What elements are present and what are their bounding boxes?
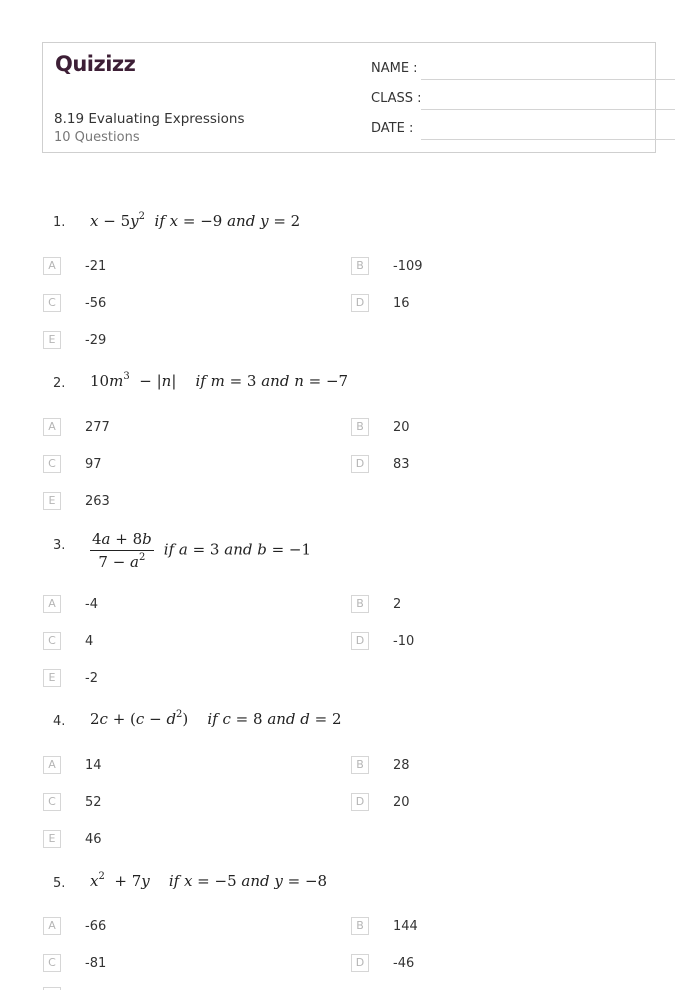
option-letter[interactable]: B: [351, 418, 369, 436]
name-label: NAME :: [371, 61, 418, 76]
option-value[interactable]: -81: [85, 956, 107, 971]
quizizz-logo: Quizizz: [55, 52, 136, 76]
option-value[interactable]: -21: [85, 259, 107, 274]
class-label: CLASS :: [371, 91, 422, 106]
option-letter[interactable]: C: [43, 793, 61, 811]
option-value[interactable]: -109: [393, 259, 423, 274]
option-letter[interactable]: D: [351, 294, 369, 312]
option-letter[interactable]: D: [351, 455, 369, 473]
option-value[interactable]: -29: [85, 333, 107, 348]
option-letter[interactable]: B: [351, 595, 369, 613]
option-letter[interactable]: B: [351, 917, 369, 935]
option-value[interactable]: 16: [393, 296, 410, 311]
option-letter[interactable]: E: [43, 830, 61, 848]
worksheet-title: 8.19 Evaluating Expressions: [54, 111, 245, 127]
option-letter[interactable]: A: [43, 917, 61, 935]
option-letter[interactable]: A: [43, 418, 61, 436]
option-value[interactable]: 20: [393, 420, 410, 435]
question-expression: $x^2 + 7y$ if x = −5 and y = −8: [90, 871, 328, 890]
option-letter[interactable]: B: [351, 257, 369, 275]
option-letter[interactable]: E: [43, 331, 61, 349]
class-field[interactable]: [371, 91, 649, 111]
option-value[interactable]: 20: [393, 795, 410, 810]
question-expression: $\frac{4a + 8b}{7 - a^2}$ if a = 3 and b = −1: [92, 530, 312, 571]
option-value[interactable]: 52: [85, 795, 102, 810]
option-letter[interactable]: D: [351, 793, 369, 811]
question-number: 4.: [53, 714, 66, 729]
option-value[interactable]: 28: [393, 758, 410, 773]
option-value[interactable]: 2: [393, 597, 402, 612]
option-value[interactable]: 97: [85, 457, 102, 472]
option-value[interactable]: -56: [85, 296, 107, 311]
question-expression: $2c + (c - d^2)$ if c = 8 and d = 2: [90, 709, 342, 728]
question-number: 5.: [53, 876, 66, 891]
option-letter[interactable]: C: [43, 632, 61, 650]
question-number: 2.: [53, 376, 66, 391]
option-value[interactable]: -2: [85, 671, 98, 686]
question-number: 3.: [53, 538, 66, 553]
question-count: 10 Questions: [54, 130, 140, 145]
question-expression: $x - 5y^2$ if x = −9 and y = 2: [90, 211, 301, 230]
option-value[interactable]: 46: [85, 832, 102, 847]
option-value[interactable]: 277: [85, 420, 110, 435]
option-value[interactable]: 83: [393, 457, 410, 472]
date-field[interactable]: [371, 121, 649, 141]
option-value[interactable]: -4: [85, 597, 98, 612]
option-letter[interactable]: A: [43, 257, 61, 275]
date-label: DATE :: [371, 121, 414, 136]
option-value[interactable]: -10: [393, 634, 415, 649]
option-value[interactable]: 144: [393, 919, 418, 934]
name-field[interactable]: [371, 61, 649, 81]
option-letter[interactable]: D: [351, 954, 369, 972]
option-letter[interactable]: B: [351, 756, 369, 774]
option-value[interactable]: 263: [85, 494, 110, 509]
question-expression: $10m^3 - |n|$ if m = 3 and n = −7: [90, 371, 349, 390]
option-letter[interactable]: E: [43, 669, 61, 687]
question-number: 1.: [53, 215, 66, 230]
option-value[interactable]: -66: [85, 919, 107, 934]
option-value[interactable]: 4: [85, 634, 94, 649]
fraction: $\frac{4a + 8b}{7 - a^2}$: [92, 530, 152, 571]
option-letter[interactable]: C: [43, 455, 61, 473]
option-letter[interactable]: E: [43, 492, 61, 510]
class-line[interactable]: [421, 109, 675, 110]
name-line[interactable]: [421, 79, 675, 80]
option-value[interactable]: 14: [85, 758, 102, 773]
option-letter[interactable]: A: [43, 595, 61, 613]
date-line[interactable]: [421, 139, 675, 140]
option-letter[interactable]: D: [351, 632, 369, 650]
option-letter[interactable]: C: [43, 294, 61, 312]
option-letter[interactable]: A: [43, 756, 61, 774]
option-letter[interactable]: C: [43, 954, 61, 972]
option-value[interactable]: -46: [393, 956, 415, 971]
worksheet-header: [42, 42, 656, 153]
